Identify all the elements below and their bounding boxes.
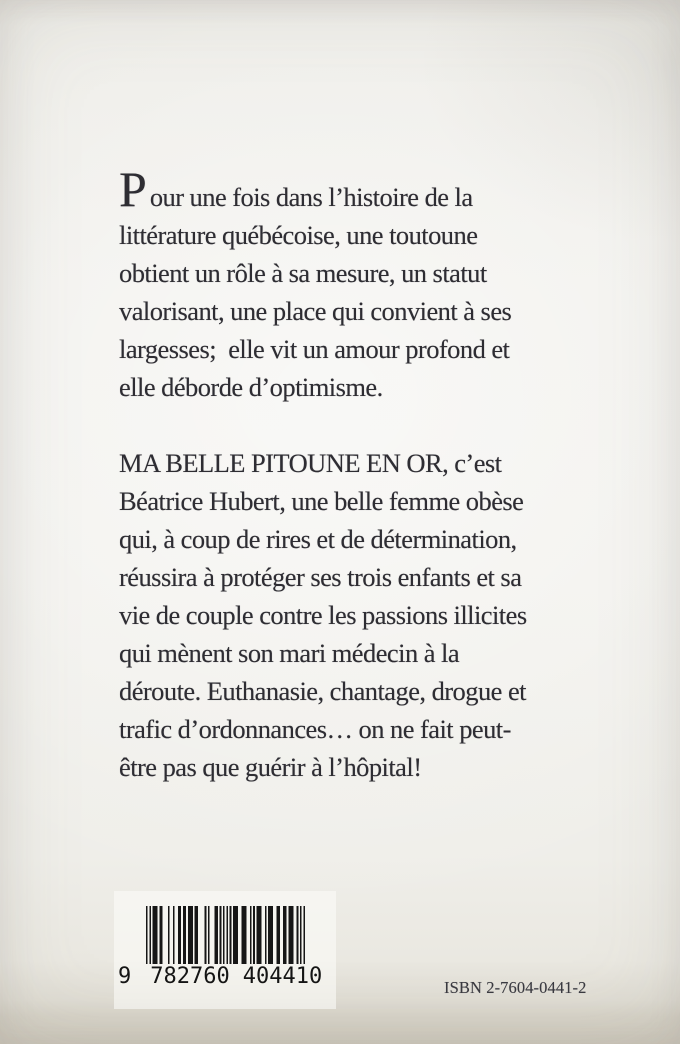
synopsis-line: largesses; elle vit un amour profond et xyxy=(119,334,510,364)
isbn-text: ISBN 2-7604-0441-2 xyxy=(444,978,587,997)
barcode-digits xyxy=(118,963,322,991)
synopsis-line: Béatrice Hubert, une belle femme obèse xyxy=(119,486,524,516)
barcode-digit-group: 404410 xyxy=(242,964,323,989)
synopsis-line-text: our une fois dans l’histoire de la xyxy=(149,182,473,212)
synopsis-line: MA BELLE PITOUNE EN OR, c’est xyxy=(119,448,502,478)
synopsis-line: déroute. Euthanasie, chantage, drogue et xyxy=(119,676,526,706)
synopsis xyxy=(119,161,599,786)
synopsis-line: valorisant, une place qui convient à ses xyxy=(119,296,512,326)
synopsis-paragraph-2 xyxy=(119,444,599,786)
synopsis-line: réussira à protéger ses trois enfants et sa xyxy=(119,562,522,592)
dropcap-initial: P xyxy=(119,161,147,217)
synopsis-line: obtient un rôle à sa mesure, un statut xyxy=(119,258,487,288)
synopsis-line: vie de couple contre les passions illicites xyxy=(119,600,527,630)
barcode xyxy=(114,891,336,1009)
barcode-digit-group: 9 xyxy=(118,964,132,989)
synopsis-line: qui, à coup de rires et de détermination, xyxy=(119,524,517,554)
barcode-digit-group: 782760 xyxy=(150,964,230,989)
synopsis-line: littérature québécoise, une toutoune xyxy=(119,220,478,250)
synopsis-line: trafic d’ordonnances… on ne fait peut- xyxy=(119,714,511,744)
synopsis-line: être pas que guérir à l’hôpital! xyxy=(119,752,422,782)
synopsis-line: elle déborde d’optimisme. xyxy=(119,372,383,402)
synopsis-line xyxy=(119,161,599,217)
synopsis-paragraph-1 xyxy=(119,161,599,406)
synopsis-line: qui mènent son mari médecin à la xyxy=(119,638,460,668)
barcode-bars-icon xyxy=(146,906,305,964)
